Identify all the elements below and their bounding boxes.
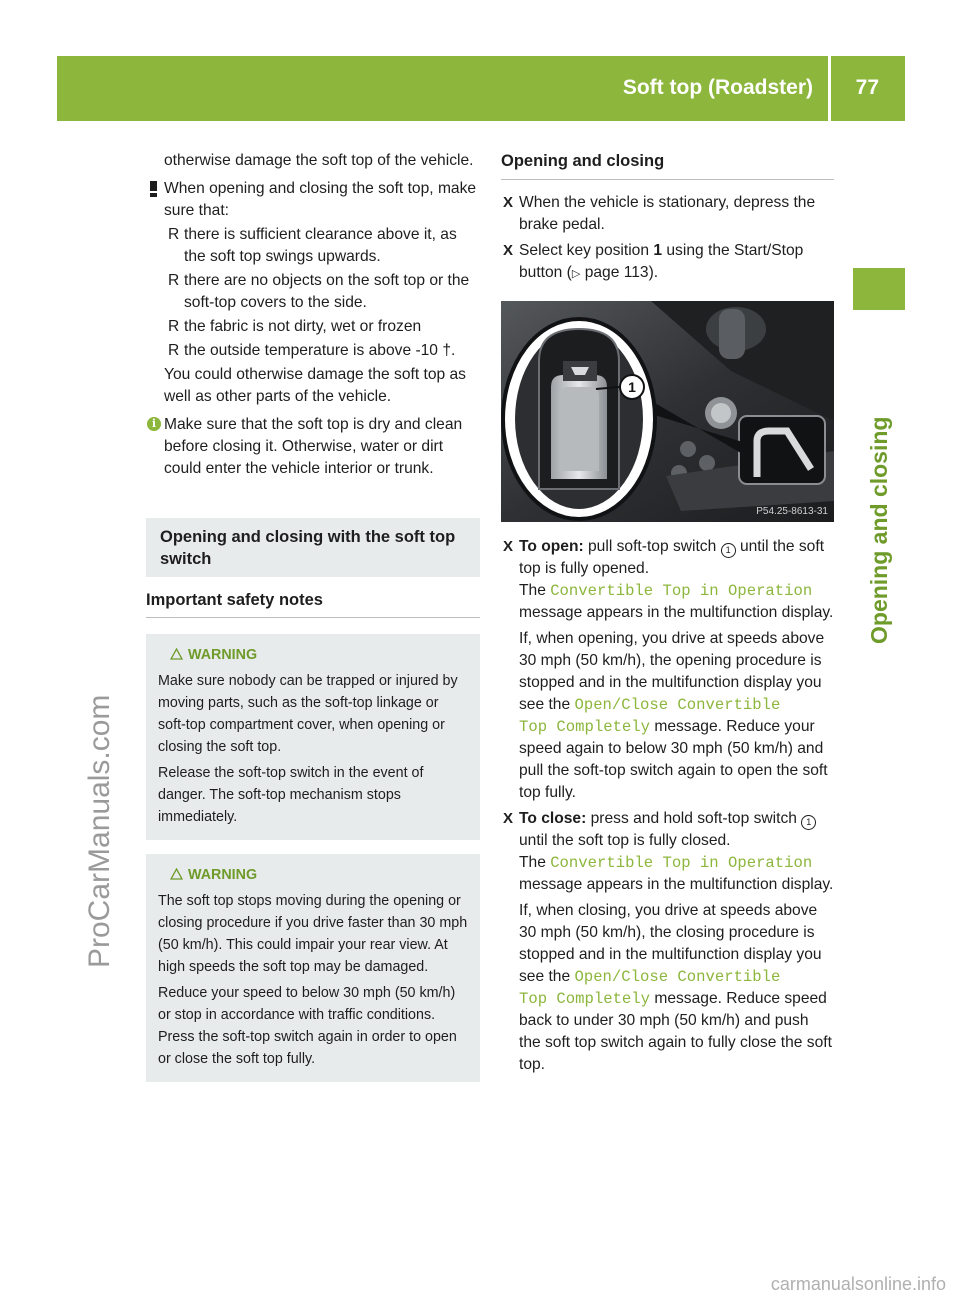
bullet-marker: R	[168, 318, 180, 335]
consequence-text: You could otherwise damage the soft top as well as other parts of the vehicle.	[164, 366, 466, 405]
page-title: Soft top (Roadster)	[622, 76, 813, 99]
continued-text: otherwise damage the soft top of the vehicle.	[164, 152, 474, 169]
soft-top-switch-photo	[501, 301, 834, 522]
step-arrow-icon: X	[503, 242, 514, 259]
step-item: X Select key position 1 using the Start/Stop button (▷ page 113).	[503, 242, 804, 281]
exclamation-icon	[148, 181, 159, 197]
step-arrow-icon: X	[503, 810, 514, 827]
right-column	[501, 150, 834, 1080]
warning-text: Release the soft-top switch in the event of danger. The soft-top mechanism stops immediately.	[158, 765, 424, 825]
header-bar	[57, 56, 905, 121]
info-block	[146, 414, 480, 480]
page-number: 77	[855, 76, 879, 99]
bullet-marker: R	[168, 342, 180, 359]
display-message: Convertible Top in Operation	[550, 582, 813, 600]
notice-block	[146, 178, 480, 222]
display-message: Convertible Top in Operation	[550, 854, 813, 872]
callout-1-icon: 1	[628, 379, 636, 395]
step-item: X To open: pull soft-top switch 1 until the soft top is fully opened. The Convertible Top in Operation message appears in the multifunction display. If, when opening, you drive at speeds above 30 mph (50 km/h), the opening procedure is stopped and in the multifunction display you see the Open/Close Convertible Top Completely message. Reduce your speed again to below 30 mph (50 km/h) and pull the soft-top switch again to open the soft top fully.	[503, 538, 834, 801]
step-item: X When the vehicle is stationary, depress the brake pedal.	[503, 194, 816, 233]
left-column	[146, 150, 480, 1082]
warning-title: WARNING	[158, 644, 470, 666]
photo-code: P54.25-8613-31	[756, 506, 828, 517]
header-divider	[828, 56, 831, 121]
display-message: Top Completely	[519, 990, 651, 1008]
section-heading: Opening and closing	[501, 150, 834, 180]
side-section-label: Opening and closing	[866, 416, 892, 644]
warning-text: Reduce your speed to below 30 mph (50 km/h) or stop in accordance with traffic conditions. Press the soft-top switch again in order to open or close the soft top fully.	[158, 985, 457, 1067]
section-heading: Opening and closing with the soft top switch	[146, 518, 480, 577]
callout-1-icon: 1	[721, 543, 736, 558]
list-item: R there is sufficient clearance above it, as the soft top swings upwards.	[168, 226, 457, 265]
step-arrow-icon: X	[503, 538, 514, 555]
subheading: Important safety notes	[146, 589, 480, 618]
warning-box	[146, 634, 480, 840]
warning-box	[146, 854, 480, 1082]
warning-title: WARNING	[158, 864, 470, 886]
step-arrow-icon: X	[503, 194, 514, 211]
warning-triangle-icon	[170, 648, 183, 660]
display-message: Open/Close Convertible	[574, 968, 781, 986]
list-item: R the fabric is not dirty, wet or frozen	[146, 316, 480, 338]
page-ref-arrow-icon: ▷	[571, 268, 581, 280]
bullet-marker: R	[168, 226, 180, 243]
footer-watermark: carmanualsonline.info	[770, 1274, 946, 1294]
warning-triangle-icon	[170, 868, 183, 880]
bullet-marker: R	[168, 272, 180, 289]
callout-1-icon: 1	[801, 815, 816, 830]
display-message: Open/Close Convertible	[574, 696, 781, 714]
step-item: X To close: press and hold soft-top switch 1 until the soft top is fully closed. The Convertible Top in Operation message appears in the multifunction display. If, when closing, you drive at speeds above 30 mph (50 km/h), the closing procedure is stopped and in the multifunction display you see the Open/Close Convertible Top Completely message. Reduce speed back to under 30 mph (50 km/h) and push the soft top switch again to fully close the soft top.	[503, 810, 834, 1073]
info-text: Make sure that the soft top is dry and clean before closing it. Otherwise, water or dirt could enter the vehicle interior or trunk.	[164, 416, 463, 477]
warning-text: The soft top stops moving during the opening or closing procedure if you drive faster than 30 mph (50 km/h). This could impair your rear view. At high speeds the soft top may be damaged.	[158, 893, 468, 975]
center-console-image	[501, 301, 834, 522]
side-tab-marker	[853, 268, 905, 310]
list-item: R there are no objects on the soft top or the soft-top covers to the side.	[168, 272, 470, 311]
side-watermark: ProCarManuals.com	[83, 694, 116, 968]
notice-text: When opening and closing the soft top, make sure that:	[164, 180, 477, 219]
warning-text: Make sure nobody can be trapped or injured by moving parts, such as the soft-top linkage or soft-top compartment cover, when opening or closing the soft top.	[158, 673, 458, 755]
display-message: Top Completely	[519, 718, 651, 736]
info-icon: i	[147, 417, 161, 431]
list-item: R the outside temperature is above -10 †.	[146, 340, 480, 362]
